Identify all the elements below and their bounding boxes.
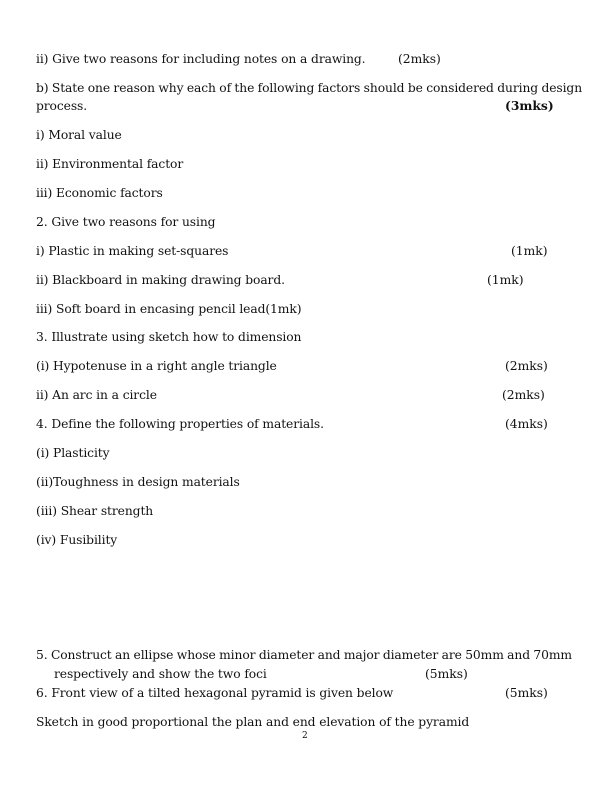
item-toughness: (ii)Toughness in design materials <box>36 475 240 489</box>
question-6: 6. Front view of a tilted hexagonal pyramid is given below <box>36 686 394 700</box>
marks-2-i: (1mk) <box>511 244 548 258</box>
question-2-ii: ii) Blackboard in making drawing board. <box>36 273 285 287</box>
question-3-i: (i) Hypotenuse in a right angle triangle <box>36 359 277 373</box>
question-1b-cont: process. <box>36 99 88 113</box>
question-3-ii: ii) An arc in a circle <box>36 388 157 402</box>
question-5: 5. Construct an ellipse whose minor diameter and major diameter are 50mm and 70mm <box>36 648 572 662</box>
marks-3-ii: (2mks) <box>502 388 545 402</box>
item-plasticity: (i) Plasticity <box>36 446 110 460</box>
item-economic-factors: iii) Economic factors <box>36 186 163 200</box>
question-1b: b) State one reason why each of the following factors should be considered during design <box>36 81 583 95</box>
question-5-cont: respectively and show the two foci <box>54 667 267 681</box>
question-3: 3. Illustrate using sketch how to dimension <box>36 330 302 344</box>
marks-5: (5mks) <box>425 667 468 681</box>
question-4: 4. Define the following properties of materials. <box>36 417 324 431</box>
marks-1b: (3mks) <box>505 98 554 113</box>
item-moral-value: i) Moral value <box>36 128 122 142</box>
question-2: 2. Give two reasons for using <box>36 215 216 229</box>
question-6-instruction: Sketch in good proportional the plan and end elevation of the pyramid <box>36 715 470 729</box>
item-environmental-factor: ii) Environmental factor <box>36 157 184 171</box>
item-fusibility: (iv) Fusibility <box>36 533 118 547</box>
item-shear-strength: (iii) Shear strength <box>36 504 154 518</box>
question-2-iii: iii) Soft board in encasing pencil lead(1mk) <box>36 302 302 316</box>
marks-2-ii: (1mk) <box>487 273 524 287</box>
marks-6: (5mks) <box>505 686 548 700</box>
question-1a-ii: ii) Give two reasons for including notes on a drawing. <box>36 52 366 66</box>
page-number: 2 <box>302 731 308 741</box>
question-2-i: i) Plastic in making set-squares <box>36 244 229 258</box>
marks-4: (4mks) <box>505 417 548 431</box>
marks-3-i: (2mks) <box>505 359 548 373</box>
marks-1a-ii: (2mks) <box>398 52 441 66</box>
